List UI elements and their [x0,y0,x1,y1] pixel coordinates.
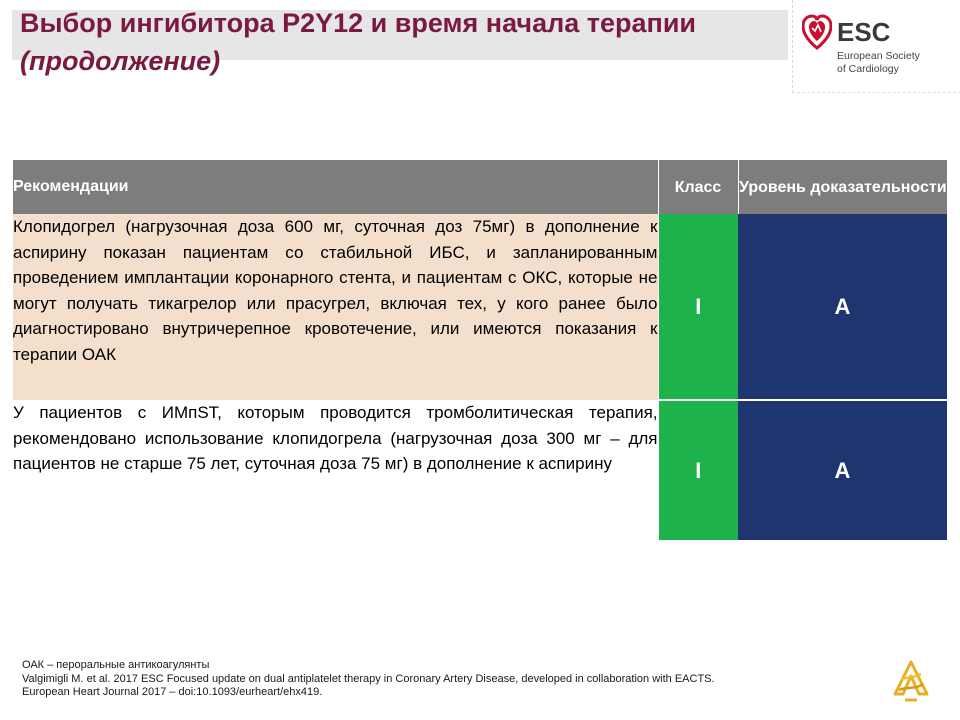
level-value: A [738,400,947,540]
footnote-abbreviation: ОАК – пероральные антикоагулянты [22,659,210,671]
logo-main-text: ESC [837,17,891,47]
table-header-row [13,160,947,214]
footnote-journal: European Heart Journal 2017 – doi:10.1093/eurheart/ehx419. [22,686,323,698]
logo-sub-line2: of Cardiology [837,63,899,75]
recommendations-table [13,160,947,540]
class-value: I [658,214,738,400]
recommendation-text: У пациентов с ИМпST, которым проводится тромболитическая терапия, рекомендовано использование клопидогрела (нагрузочная доза 300 мг – для пациентов не старше 75 лет, суточная доза 75 мг) в дополнение к аспирину [13,400,658,540]
astrazeneca-logo-icon [893,660,929,702]
footnote-reference: Valgimigli M. et al. 2017 ESC Focused update on dual antiplatelet therapy in Coronary Artery Disease, developed in collaboration with EACTS. [22,672,715,685]
class-value: I [658,400,738,540]
page-title-italic: (продолжение) [20,46,221,76]
level-value: A [738,214,947,400]
header-class: Класс [658,160,738,214]
table-row [13,400,947,540]
recommendation-text: Клопидогрел (нагрузочная доза 600 мг, суточная доз 75мг) в дополнение к аспирину показан пациентам со стабильной ИБС, и запланированным проведением имплантации коронарного стента, и пациентам с ОКС, которые не могут получать тикагрелор или прасугрел, включая тех, у кого ранее было диагностировано внутричерепное кровотечение, или имеются показания к терапии ОАК [13,214,658,400]
esc-logo [792,0,960,93]
table-row [13,214,947,400]
logo-sub-line1: European Society [837,50,920,62]
esc-heart-logo-icon [802,14,832,50]
header-level: Уровень доказательности [738,160,947,214]
page-title [20,4,780,80]
logo-sub-text [837,50,957,76]
page-title-main: Выбор ингибитора P2Y12 и время начала терапии [20,8,697,38]
footnote [22,659,902,700]
header-recommendations: Рекомендации [13,160,658,214]
